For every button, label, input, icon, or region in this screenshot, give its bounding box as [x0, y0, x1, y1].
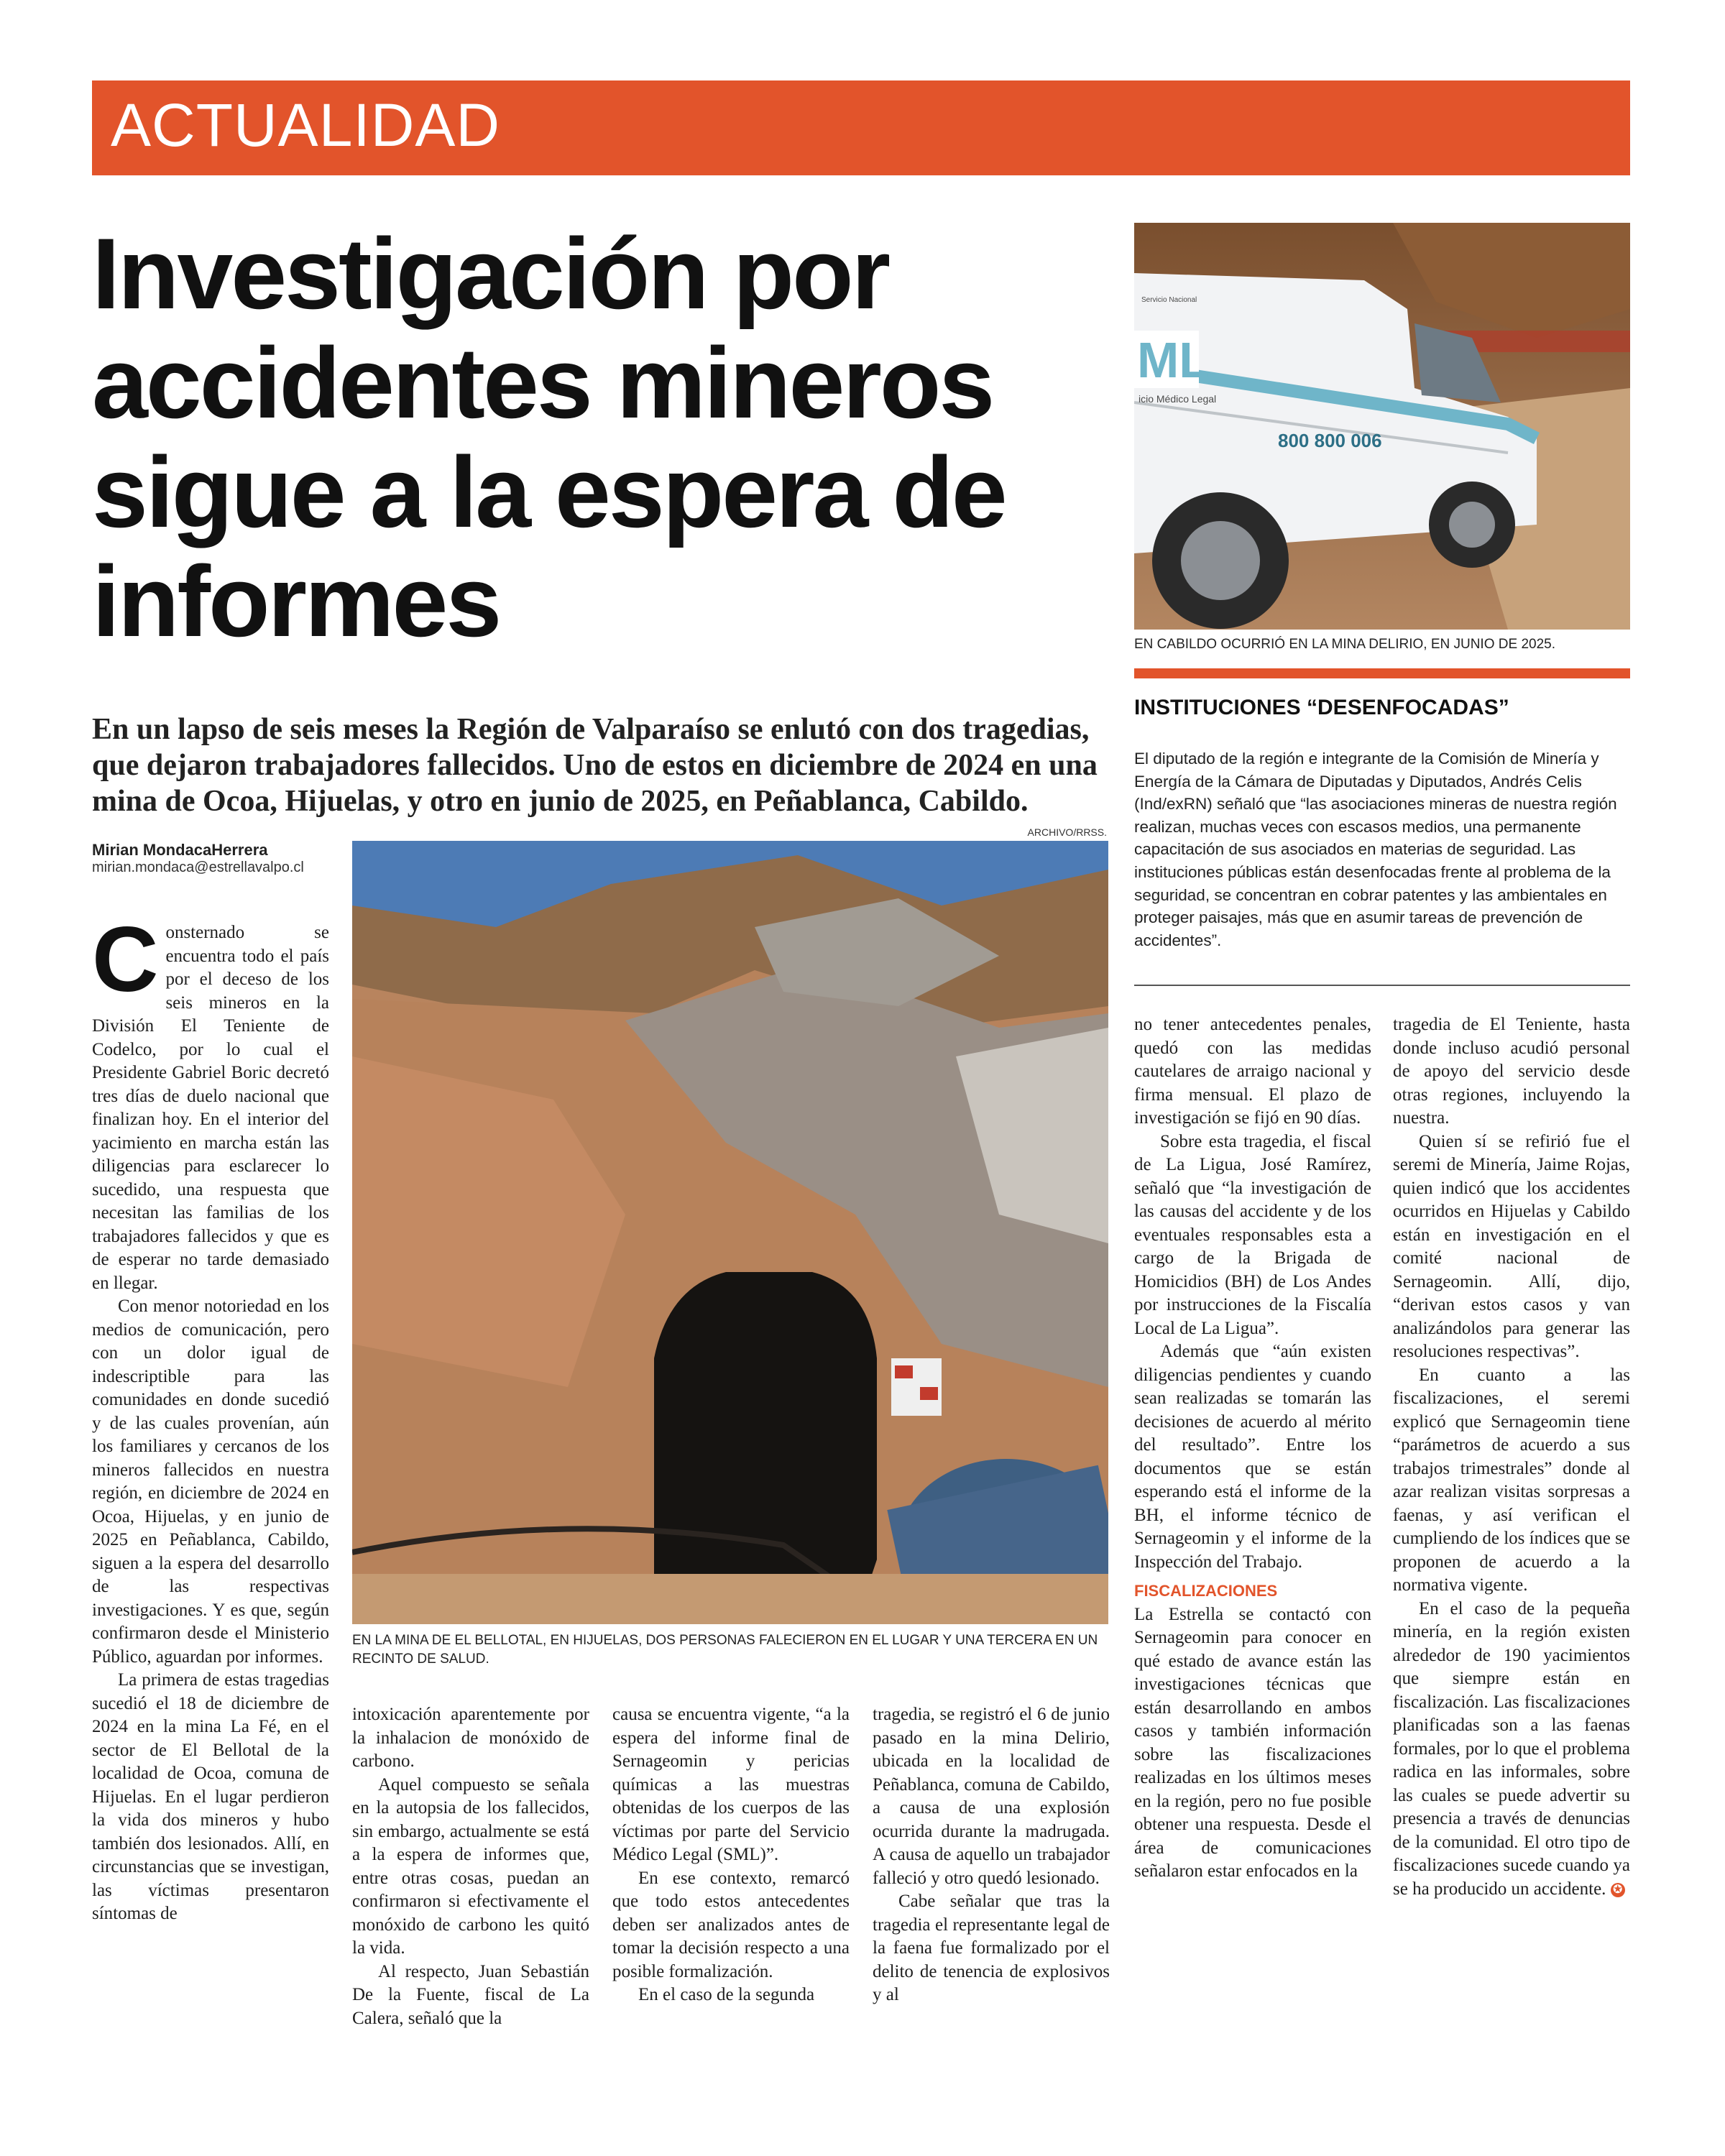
paragraph: tragedia, se registró el 6 de junio pasado en la mina Delirio, ubicada en la localidad de Peñablanca, comuna de Cabildo, a causa de una explosión ocurrida durante la madrugada. A causa de aquello un trabajador falleció y otro quedó lesionado. [873, 1705, 1110, 1888]
sidebar-text: El diputado de la región e integrante de la Comisión de Minería y Energía de la Cámara de Diputadas y Diputados, Andrés Celis (Ind/exRN) señaló que “las asociaciones mineras de nuestra región realizan, muchas veces con escasos medios, una permanente capacitación de sus asociados en materias de seguridad. Las instituciones públicas están desenfocadas frente al problema de la seguridad, se concentran en cobrar patentes y las ambientales en proteger paisajes, más que en asumir tareas de prevención de accidentes”. [1134, 750, 1617, 949]
paragraph: tragedia de El Teniente, hasta donde incluso acudió personal de apoyo del servicio desde otras regiones, incluyendo la nuestra. [1393, 1015, 1630, 1128]
photo-credit: ARCHIVO/RRSS. [1027, 826, 1107, 838]
article-lead: En un lapso de seis meses la Región de Valparaíso se enlutó con dos tragedias, que dejaron trabajadores fallecidos. Uno de estos en diciembre de 2024 en una mina de Ocoa, Hijuelas, y otro en junio de 2025, en Peñablanca, Cabildo. [92, 713, 1098, 818]
section-label: ACTUALIDAD [111, 91, 501, 159]
paragraph: intoxicación aparentemente por la inhalacion de monóxido de carbono. [352, 1705, 589, 1771]
paragraph: Con menor notoriedad en los medios de comunicación, pero con un dolor igual de indescriptible para las comunidades en donde sucedió y de las cuales provenían, aún los familiares y cercanos de los mineros fallecidos en nuestra región, en diciembre de 2024 en Ocoa, Hijuelas, y en junio de 2025 en Peñablanca, Cabildo, siguen a la espera del desarrollo de las respectivas investigaciones. Y es que, según confirmaron desde el Ministerio Público, aguardan por informes. [92, 1296, 329, 1667]
body-column-3 [612, 1703, 850, 2007]
paragraph: causa se encuentra vigente, “a la espera del informe final de Sernageomin y pericias químicas a las muestras obtenidas de los cuerpos de las víctimas por parte del Servicio Médico Legal (SML)”. [612, 1705, 850, 1864]
van-top-text: Servicio Nacional [1141, 296, 1197, 304]
body-column-4 [873, 1703, 1110, 2007]
van-logo-text: ML [1137, 332, 1210, 388]
paragraph: Además que “aún existen diligencias pendientes y cuando sean realizadas se tomarán las decisiones de acuerdo al mérito del resultado”. Entre los documentos que se están esperando está el informe de la BH, el informe técnico de Sernageomin y el informe de la Inspección del Trabajo. [1134, 1342, 1371, 1572]
body-column-2 [352, 1703, 589, 2030]
body-column-6 [1393, 1013, 1630, 1901]
paragraph: no tener antecedentes penales, quedó con las medidas cautelares de arraigo nacional y firma mensual. El plazo de investigación se fijó en 90 días. [1134, 1015, 1371, 1128]
dropcap-letter: C [92, 908, 159, 1011]
paragraph: La primera de estas tragedias sucedió el 18 de diciembre de 2024 en la mina La Fé, en el sector de El Bellotal de la localidad de Ocoa, comuna de Hijuelas. En el lugar perdieron la vida dos mineros y hubo también dos lesionados. Allí, en circunstancias que se investigan, las víctimas presentaron síntomas de [92, 1670, 329, 1923]
van-photo-caption: EN CABILDO OCURRIÓ EN LA MINA DELIRIO, EN JUNIO DE 2025. [1134, 637, 1555, 652]
sidebar-title: INSTITUCIONES “DESENFOCADAS” [1134, 696, 1509, 719]
author-email[interactable]: mirian.mondaca@estrellavalpo.cl [92, 860, 304, 875]
paragraph: En ese contexto, remarcó que todo estos antecedentes deben ser analizados antes de tomar la decisión respecto a una posible formalización. [612, 1868, 850, 1981]
paragraph: En el caso de la segunda [638, 1985, 815, 2004]
sidebar-accent-rule [1134, 668, 1630, 678]
paragraph: La Estrella se contactó con Sernageomin para conocer en qué estado de avance están las investigaciones técnicas que están desarrollando en ambos casos y también información sobre las fiscalizaciones realizadas en los últimos meses en la región, pero no fue posible obtener una respuesta. Desde el área de comunicaciones señalaron estar enfocados en la [1134, 1604, 1371, 1881]
paragraph: onsternado se encuentra todo el país por el deceso de los seis mineros en la División El Teniente de Codelco, por lo cual el Presidente Gabriel Boric decretó tres días de duelo nacional que finalizan hoy. En el interior del yacimiento en marcha están las diligencias para esclarecer lo sucedido, una respuesta que necesitan las familias de los trabajadores fallecidos y que es de esperar no tarde demasiado en llegar. [92, 923, 329, 1293]
sidebar-bottom-rule [1134, 985, 1630, 986]
paragraph: Aquel compuesto se señala en la autopsia de los fallecidos, sin embargo, actualmente se está a la espera de informes que, entre otras cosas, puedan an confirmaron si efectivamente el monóxido de carbono les quitó la vida. [352, 1774, 589, 1958]
author-name: Mirian MondacaHerrera [92, 841, 268, 859]
paragraph: Sobre esta tragedia, el fiscal de La Ligua, José Ramírez, señaló que “la investigación de las causas del accidente y de los eventuales responsables esta a cargo de la Brigada de Homicidios (BH) de Los Andes por instrucciones de la Fiscalía Local de La Ligua”. [1134, 1131, 1371, 1338]
paragraph: En cuanto a las fiscalizaciones, el seremi explicó que Sernageomin tiene “parámetros de acuerdo a sus trabajos trimestrales” donde al azar realizan visitas sorpresas a faenas, y así verifican el cumpliendo de los índices que se proponen de acuerdo a la normativa vigente. [1393, 1365, 1630, 1595]
mine-entrance-photo [352, 841, 1108, 1624]
paragraph: Al respecto, Juan Sebastián De la Fuente, fiscal de La Calera, señaló que la [352, 1961, 589, 2028]
body-column-5 [1134, 1013, 1371, 1884]
article-end-icon: ✪ [1611, 1883, 1625, 1897]
van-service-text: icio Médico Legal [1138, 393, 1217, 405]
paragraph: Quien sí se refirió fue el seremi de Minería, Jaime Rojas, quien indicó que los accidentes ocurridos en Hijuelas y Cabildo están en investigación en el comité nacional de Sernageomin. Allí, dijo, “derivan estos casos y van analizándolos para generar las resoluciones respectivas”. [1393, 1131, 1630, 1361]
van-photo [1134, 223, 1630, 630]
section-header-bar [92, 80, 1630, 175]
body-column-1 [92, 908, 329, 1926]
subheading-fiscalizaciones: FISCALIZACIONES [1134, 1582, 1278, 1600]
van-phone-text: 800 800 006 [1278, 430, 1382, 451]
paragraph: Cabe señalar que tras la tragedia el representante legal de la faena fue formalizado por el delito de tenencia de explosivos y al [873, 1892, 1110, 2004]
paragraph: En el caso de la pequeña minería, en la región existen alrededor de 190 yacimientos que siempre están en fiscalización. Las fiscalizaciones planificadas son a las faenas formales, por lo que el problema radica en las informales, sobre las cuales se puede advertir su presencia a través de denuncias de la comunidad. El otro tipo de fiscalizaciones sucede cuando ya se ha producido un accidente. [1393, 1598, 1630, 1899]
article-headline: Investigación por accidentes mineros sigue a la espera de informes [92, 217, 1006, 658]
main-photo-caption: EN LA MINA DE EL BELLOTAL, EN HIJUELAS, DOS PERSONAS FALECIERON EN EL LUGAR Y UNA TERCERA EN UN RECINTO DE SALUD. [352, 1633, 1098, 1667]
